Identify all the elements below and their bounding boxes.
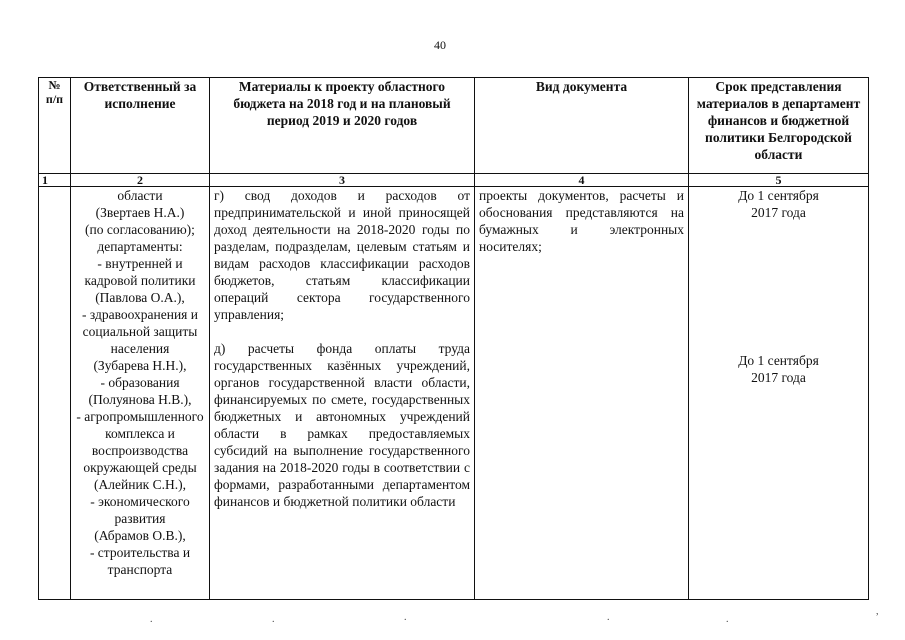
- responsible-line: населения: [110, 341, 170, 356]
- scan-artifacts: [0, 606, 905, 632]
- header-deadline: Срок представления материалов в департамент финансов и бюджетной политики Белгородской области: [689, 78, 869, 174]
- responsible-line: воспроизводства: [91, 443, 189, 458]
- responsible-line: (по согласованию);: [85, 222, 195, 237]
- table-header-row: [39, 78, 869, 174]
- responsible-line: (Абрамов О.В.),: [94, 528, 186, 543]
- row-number-cell: [39, 187, 71, 600]
- responsible-line: комплекса и: [105, 426, 175, 441]
- responsible-line: - строительства и: [89, 545, 191, 560]
- header-responsible: Ответственный за исполнение: [71, 78, 210, 174]
- scan-dot: .: [404, 612, 407, 623]
- header-materials: Материалы к проекту областного бюджета на 2018 год и на плановый период 2019 и 2020 годов: [210, 78, 475, 174]
- page-number: 40: [434, 38, 446, 52]
- scan-dot: .: [272, 614, 275, 625]
- scan-dot: .: [607, 612, 610, 623]
- responsible-cell: [71, 187, 210, 600]
- table-row: [39, 187, 869, 600]
- material-item-d: д) расчеты фонда оплаты труда государственных казённых учреждений, органов государственной власти области, финансируемых по смете, государственных бюджетных и автономных учреждений области в рамках предоставляемых субсидий на выполнение государственного задания на 2018-2020 годы в соответствии с формами, разработанными департаментом финансов и бюджетной политики области: [214, 341, 470, 509]
- responsible-line: области: [117, 188, 163, 203]
- column-number: 2: [71, 174, 210, 187]
- responsible-line: развития: [114, 511, 166, 526]
- responsible-line: (Павлова О.А.),: [95, 290, 185, 305]
- responsible-line: - здравоохранения и: [82, 307, 198, 322]
- responsible-line: окружающей среды: [83, 460, 197, 475]
- deadline-text: До 1 сентября 2017 года: [738, 353, 819, 385]
- responsible-line: (Алейник С.Н.),: [94, 477, 186, 492]
- deadline-cell: [689, 187, 869, 600]
- header-number: № п/п: [39, 78, 71, 174]
- document-type-cell: [475, 187, 689, 600]
- responsible-line: социальной защиты: [82, 324, 198, 339]
- responsible-line: департаменты:: [97, 239, 183, 254]
- materials-cell: [210, 187, 475, 600]
- column-number: 5: [689, 174, 869, 187]
- column-number: 4: [475, 174, 689, 187]
- budget-materials-table: [38, 77, 869, 600]
- column-number: 1: [39, 174, 71, 187]
- responsible-line: - внутренней и: [97, 256, 183, 271]
- header-document-type: Вид документа: [475, 78, 689, 174]
- column-number: 3: [210, 174, 475, 187]
- responsible-line: - агропромышленного: [76, 409, 204, 424]
- responsible-line: кадровой политики: [84, 273, 196, 288]
- scan-dot: .: [150, 614, 153, 625]
- responsible-line: - экономического: [90, 494, 190, 509]
- responsible-line: транспорта: [107, 562, 173, 577]
- responsible-line: - образования: [100, 375, 180, 390]
- responsible-line: (Звертаев Н.А.): [95, 205, 185, 220]
- responsible-line: (Полуянова Н.В.),: [88, 392, 192, 407]
- scan-dot: .: [726, 614, 729, 625]
- document-type-text: проекты документов, расчеты и обоснования представляются на бумажных и электронных носителях;: [479, 188, 684, 254]
- responsible-line: (Зубарева Н.Н.),: [93, 358, 187, 373]
- column-number-row: [39, 174, 869, 187]
- deadline-text: До 1 сентября 2017 года: [738, 188, 819, 220]
- scan-dot: ,: [876, 606, 879, 617]
- material-item-g: г) свод доходов и расходов от предпринимательской и иной приносящей доход деятельности на 2018-2020 годы по разделам, подразделам, целевым статьям и видам расходов классификации расходов бюджетов, статьям классификации операций сектора государственного управления;: [214, 188, 470, 322]
